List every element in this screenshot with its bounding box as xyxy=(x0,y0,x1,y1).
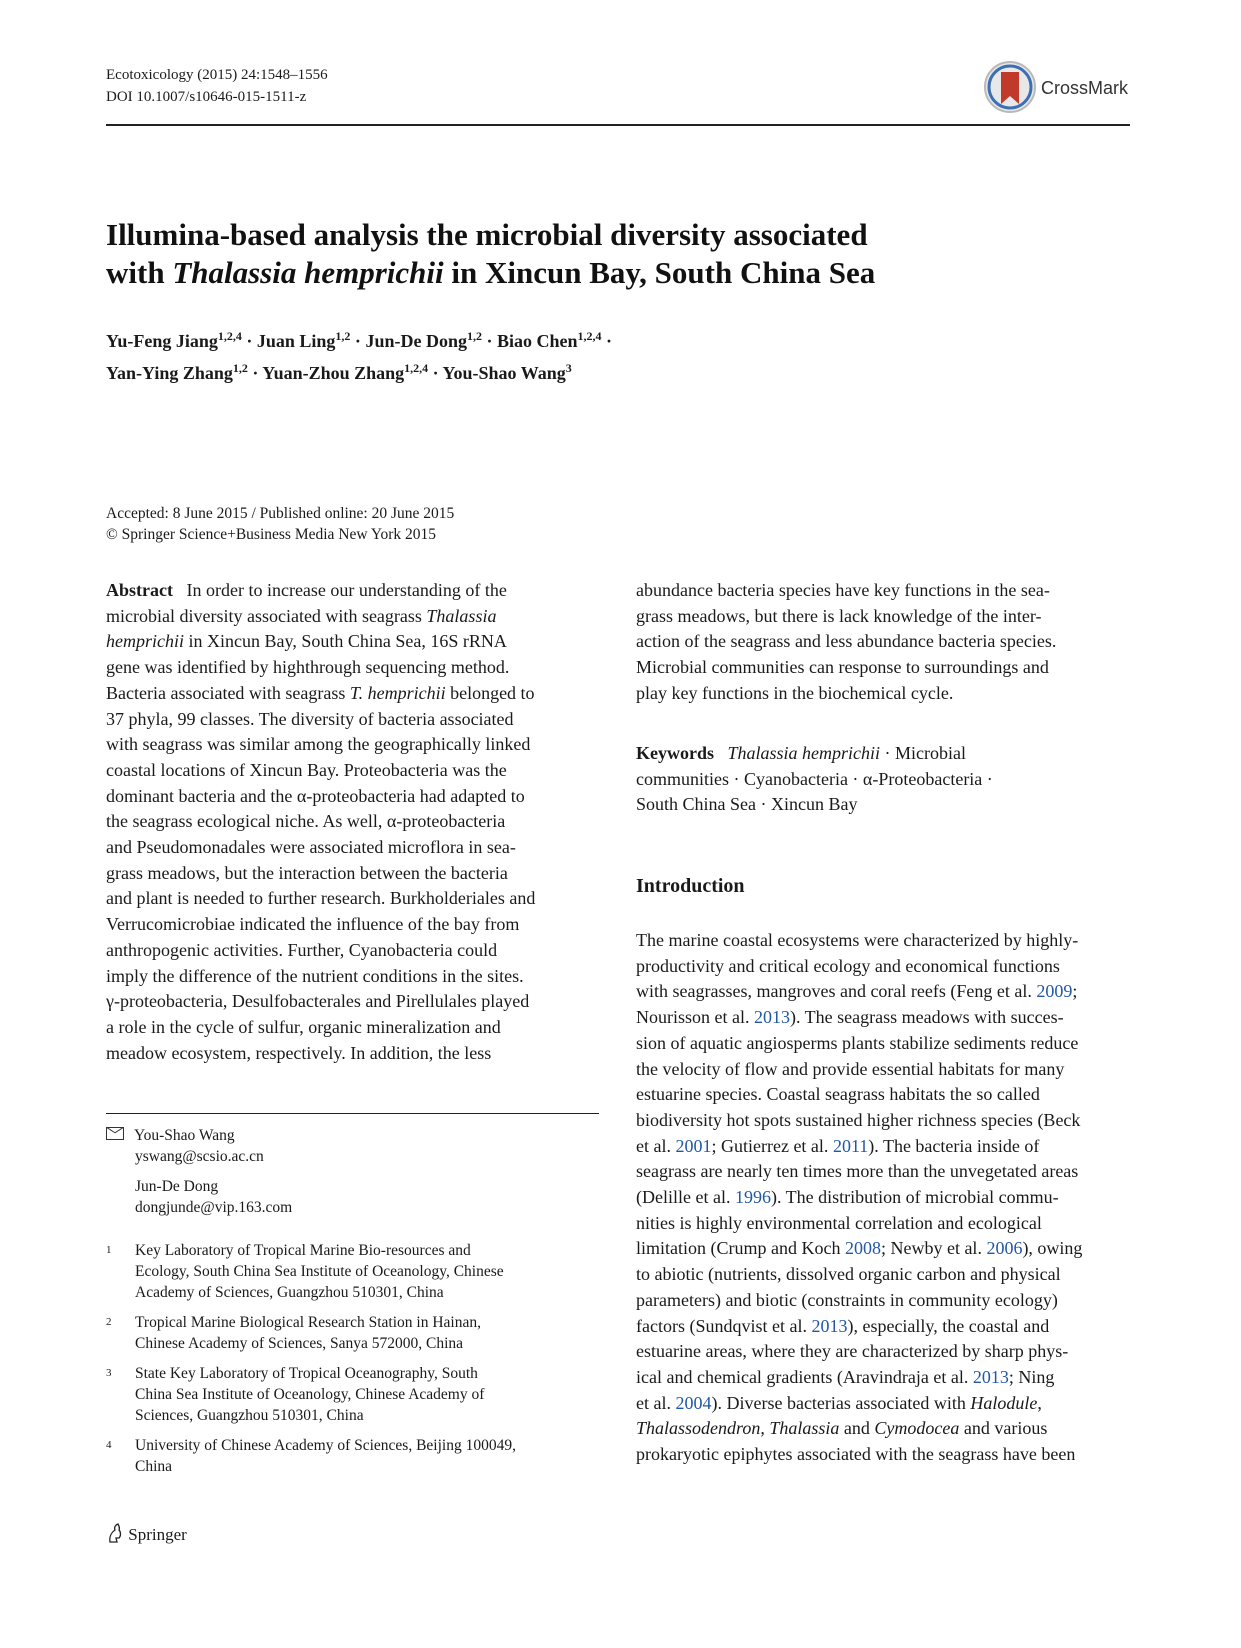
section-heading-introduction: Introduction xyxy=(636,875,745,897)
author[interactable]: You-Shao Wang$^3$ xyxy=(442,361,572,383)
citation-link[interactable]: 2013 xyxy=(811,1315,848,1336)
author[interactable]: Juan Ling$^{1,2}$ xyxy=(256,329,351,351)
corresponding-author-name: You-Shao Wang xyxy=(134,1127,235,1144)
email-link[interactable]: yswang@scsio.ac.cn xyxy=(135,1148,264,1165)
citation-link[interactable]: 2011 xyxy=(832,1135,869,1156)
affiliation-list xyxy=(106,1240,599,1477)
affiliation: 1 Key Laboratory of Tropical Marine Bio-resources and Ecology, South China Sea Institute of Oceanology, Chinese Academy of Sciences, Guangzhou 510301, China xyxy=(106,1242,504,1301)
journal-citation: Ecotoxicology (2015) 24:1548–1556 xyxy=(106,67,328,83)
author[interactable]: Biao Chen$^{1,2,4}$ xyxy=(496,329,602,351)
publisher-logo: Springer xyxy=(106,1522,187,1545)
email-link[interactable]: dongjunde@vip.163.com xyxy=(135,1199,293,1216)
crossmark-label: CrossMark xyxy=(1041,78,1129,98)
corresponding-author-name: Jun-De Dong xyxy=(135,1178,219,1195)
author[interactable]: Yan-Ying Zhang$^{1,2}$ xyxy=(106,361,248,383)
footnote-rule xyxy=(106,1113,599,1114)
correspondence xyxy=(106,1125,292,1218)
article-title: Illumina-based analysis the microbial diversity associated with Thalassia hemprichii in Xincun Bay, South China Sea xyxy=(106,217,876,290)
crossmark-badge[interactable] xyxy=(983,60,1133,114)
citation-link[interactable]: 2013 xyxy=(753,1007,790,1028)
citation-link[interactable]: 2001 xyxy=(675,1135,712,1156)
citation-link[interactable]: 2009 xyxy=(1036,981,1073,1002)
citation-link[interactable]: 2006 xyxy=(986,1238,1023,1259)
keywords-label: Keywords xyxy=(636,743,714,763)
abstract-body: Abstract In order to increase our understanding of the microbial diversity associated with seagrass Thalassia hemprichii in Xincun Bay, South China Sea, 16S rRNA gene was identified by highthrough sequencing method. Bacteria associated with seagrass T. hemprichii belonged to 37 phyla, 99 classes. The diversity of bacteria associated with seagrass was similar among the geographically linked coastal locations of Xincun Bay. Proteobacteria was the dominant bacteria and the α-proteobacteria had adapted to the seagrass ecological niche. As well, α-proteobacteria and Pseudomonadales were associated microflora in sea- grass meadows, but the interaction between the bacteria and plant is needed to further research. Burkholderiales and Verrucomicrobiae indicated the influence of the bay from anthropogenic activities. Further, Cyanobacteria could imply the difference of the nutrient conditions in the sites. γ-proteobacteria, Desulfobacterales and Pirellulales played a role in the cycle of sulfur, organic mineralization and meadow ecosystem, respectively. In addition, the less xyxy=(106,580,536,1063)
author[interactable]: Jun-De Dong$^{1,2}$ xyxy=(365,329,482,351)
citation-link[interactable]: 2008 xyxy=(844,1238,881,1259)
author-list: Yu-Feng Jiang$^{1,2,4}$ · Juan Ling$^{1,2}$ · Jun-De Dong$^{1,2}$ · Biao Chen$^{1,2,4}$ · Yan-Ying Zhang$^{1,2}$ · Yuan-Zhou Zhang$^{1,2,4}$ · You-Shao Wang$^3$ xyxy=(106,329,613,383)
doi[interactable]: DOI 10.1007/s10646-015-1511-z xyxy=(106,89,307,105)
citation-link[interactable]: 2004 xyxy=(675,1392,712,1413)
springer-horse-icon xyxy=(106,1522,124,1544)
header-rule xyxy=(106,124,1130,126)
introduction-body: The marine coastal ecosystems were characterized by highly- productivity and critical ecology and economical functions with seagrasses, mangroves and coral reefs (Feng et al. 2009; Nourisson et al. 2013). The seagrass meadows with succes- sion of aquatic angiosperms plants stabilize sediments reduce the velocity of flow and provide essential habitats for many estuarine species. Coastal seagrass habitats the so called biodiversity hot spots sustained higher richness species (Beck et al. 2001; Gutierrez et al. 2011). The bacteria inside of seagrass are nearly ten times more than the unvegetated areas (Delille et al. 1996). The distribution of microbial commu- nities is highly environmental correlation and ecological limitation (Crump and Koch 2008; Newby et al. 2006), owing to abiotic (nutrients, dissolved organic carbon and physical parameters) and biotic (constraints in community ecology) factors (Sundqvist et al. 2013), especially, the coastal and estuarine areas, where they are characterized by sharp phys- ical and chemical gradients (Aravindraja et al. 2013; Ning et al. 2004). Diverse bacterias associated with Halodule, Thalassodendron, Thalassia and Cymodocea and various prokaryotic epiphytes associated with the seagrass have been xyxy=(636,930,1083,1465)
affiliation: 4 University of Chinese Academy of Sciences, Beijing 100049, China xyxy=(106,1437,516,1475)
author[interactable]: Yuan-Zhou Zhang$^{1,2,4}$ xyxy=(262,361,429,383)
affiliation: 3 State Key Laboratory of Tropical Oceanography, South China Sea Institute of Oceanology, Chinese Academy of Sciences, Guangzhou 510301, China xyxy=(106,1365,485,1424)
publication-dates: Accepted: 8 June 2015 / Published online: 20 June 2015 © Springer Science+Business Media New York 2015 xyxy=(106,505,455,543)
keywords: Keywords Thalassia hemprichii · Microbial communities · Cyanobacteria · α-Proteobacteria · South China Sea · Xincun Bay xyxy=(636,743,993,815)
envelope-icon xyxy=(106,1127,124,1140)
citation-link[interactable]: 2013 xyxy=(972,1366,1009,1387)
affiliation: 2 Tropical Marine Biological Research Station in Hainan, Chinese Academy of Sciences, Sanya 572000, China xyxy=(106,1314,481,1352)
author[interactable]: Yu-Feng Jiang$^{1,2,4}$ xyxy=(106,329,242,351)
abstract-continued: abundance bacteria species have key functions in the sea- grass meadows, but there is lack knowledge of the inter- action of the seagrass and less abundance bacteria species. Microbial communities can response to surroundings and play key functions in the biochemical cycle. xyxy=(636,580,1057,703)
abstract-label: Abstract xyxy=(106,580,173,600)
crossmark-icon xyxy=(983,60,1039,114)
citation-link[interactable]: 1996 xyxy=(734,1187,771,1208)
